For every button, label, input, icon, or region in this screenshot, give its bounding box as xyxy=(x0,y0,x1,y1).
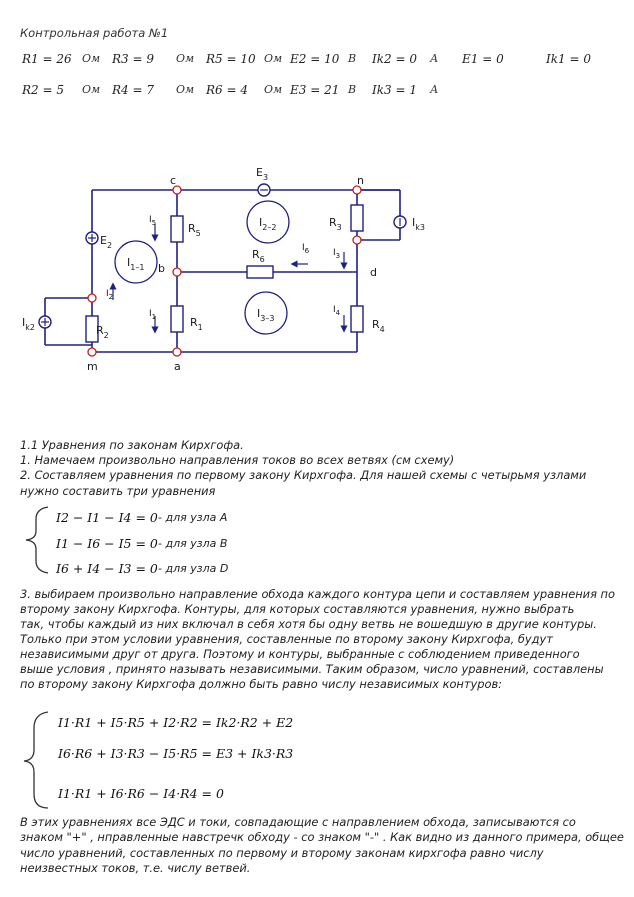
kcl-eq-3: I6 + I4 − I3 = 0 xyxy=(56,561,158,576)
resistor-r4 xyxy=(351,306,363,332)
label-r3-main: R xyxy=(329,216,337,229)
resistor-r5 xyxy=(171,216,183,242)
label-loop-2-sub: 2–2 xyxy=(262,223,277,232)
label-i1-sub: 1 xyxy=(151,313,157,321)
label-ik3 xyxy=(412,216,425,232)
kcl-note-3: - для узла D xyxy=(158,562,229,575)
node-m xyxy=(88,348,96,356)
label-e2 xyxy=(100,234,112,250)
label-i5-sub: 5 xyxy=(151,219,157,227)
label-ik2 xyxy=(22,316,35,332)
label-i3 xyxy=(333,248,340,260)
label-r1-main: R xyxy=(190,316,198,329)
param-r6-unit: Ом xyxy=(264,83,283,96)
param-e2-unit: В xyxy=(348,52,357,65)
label-loop-1-main: I xyxy=(127,256,131,269)
param-e2: E2 = 10 xyxy=(290,52,340,66)
kcl-note-2: - для узла B xyxy=(158,537,228,550)
param-ik1: Ik1 = 0 xyxy=(546,52,591,66)
label-e3-sub: 3 xyxy=(262,173,269,182)
text-p5: независимыми друг от друга. Поэтому и контуры, выбранные с соблюдением приведенного xyxy=(20,647,580,661)
param-r4: R4 = 7 xyxy=(112,83,154,97)
label-i2 xyxy=(106,289,113,301)
label-loop-3-main: I xyxy=(257,307,261,320)
label-ik2-sub: k2 xyxy=(25,323,35,332)
kvl-eq-2: I6·R6 + I3·R3 − I5·R5 = E3 + Ik3·R3 xyxy=(58,746,294,761)
label-node-c: c xyxy=(170,174,177,187)
label-e3-main: E xyxy=(256,166,263,179)
loop-3-circle xyxy=(245,292,287,334)
resistor-r6 xyxy=(247,266,273,278)
label-r2-main: R xyxy=(96,324,104,337)
param-ik3: Ik3 = 1 xyxy=(372,83,417,97)
param-r4-unit: Ом xyxy=(176,83,195,96)
kcl-brace xyxy=(22,505,52,575)
param-r2: R2 = 5 xyxy=(22,83,64,97)
label-r4-main: R xyxy=(372,318,380,331)
label-ik3-sub: k3 xyxy=(415,223,425,232)
label-r5-main: R xyxy=(188,222,196,235)
circuit-diagram xyxy=(0,160,634,380)
label-e2-sub: 2 xyxy=(106,241,113,250)
text-p4: Только при этом условии уравнения, составленные по второму закону Кирхгофа, будут xyxy=(20,632,553,646)
param-r1-unit: Ом xyxy=(82,52,101,65)
text-q2: знаком "+" , нправленные навстречк обходу - со знаком "-" . Как видно из данного примера, общее xyxy=(20,830,624,844)
label-r6-main: R xyxy=(252,248,260,261)
label-e2-main: E xyxy=(100,234,107,247)
label-loop-2 xyxy=(259,216,276,232)
label-r3-sub: 3 xyxy=(336,223,342,232)
label-loop-1 xyxy=(127,256,144,272)
kvl-brace xyxy=(22,710,52,810)
label-loop-3-sub: 3–3 xyxy=(260,314,275,323)
param-r1: R1 = 26 xyxy=(22,52,72,66)
node-b xyxy=(173,268,181,276)
text-p6: выше условия , принято называть независимыми. Таким образом, число уравнений, составлены xyxy=(20,662,604,676)
kvl-eq-3: I1·R1 + I6·R6 − I4·R4 = 0 xyxy=(58,786,224,801)
param-r3-unit: Ом xyxy=(176,52,195,65)
label-i6-main: I xyxy=(302,243,305,253)
param-ik3-unit: А xyxy=(430,83,439,96)
text-p3: так, чтобы каждый из них включал в себя хотя бы одну ветвь не вошедшую в другие контуры. xyxy=(20,617,597,631)
param-e1: E1 = 0 xyxy=(462,52,504,66)
label-loop-1-sub: 1–1 xyxy=(130,263,145,272)
label-r1-sub: 1 xyxy=(197,323,203,332)
kcl-note-1: - для узла A xyxy=(158,511,228,524)
label-i1-main: I xyxy=(149,309,152,319)
label-r3 xyxy=(329,216,342,232)
param-e3: E3 = 21 xyxy=(290,83,340,97)
text-step-1: 1. Намечаем произвольно направления токов во всех ветвях (см схему) xyxy=(20,453,455,467)
label-r4-sub: 4 xyxy=(379,325,385,334)
kcl-eq-2: I1 − I6 − I5 = 0 xyxy=(56,536,158,551)
label-i6-sub: 6 xyxy=(304,247,310,255)
loop-2-circle xyxy=(247,201,289,243)
label-node-b: b xyxy=(158,262,165,275)
label-i4-main: I xyxy=(333,305,336,315)
label-i3-main: I xyxy=(333,248,336,258)
resistor-r1 xyxy=(171,306,183,332)
label-ik2-main: I xyxy=(22,316,26,329)
label-r6 xyxy=(252,248,265,264)
resistor-r3 xyxy=(351,205,363,231)
label-i2-main: I xyxy=(106,289,109,299)
param-r3: R3 = 9 xyxy=(112,52,154,66)
param-ik2-unit: А xyxy=(430,52,439,65)
text-q1: В этих уравнениях все ЭДС и токи, совпадающие с направлением обхода, записываются со xyxy=(20,815,576,829)
label-i4 xyxy=(333,305,341,317)
param-e3-unit: В xyxy=(348,83,357,96)
label-i5 xyxy=(149,215,156,227)
label-loop-2-main: I xyxy=(259,216,263,229)
label-i2-sub: 2 xyxy=(108,293,114,301)
text-step-2b: нужно составить три уравнения xyxy=(20,484,216,498)
label-i3-sub: 3 xyxy=(335,252,341,260)
label-loop-3 xyxy=(257,307,274,323)
node-c xyxy=(173,186,181,194)
node-n xyxy=(353,186,361,194)
text-p7: по второму закону Кирхгофа должно быть равно числу независимых контуров: xyxy=(20,677,503,691)
param-r6: R6 = 4 xyxy=(206,83,248,97)
page-title: Контрольная работа №1 xyxy=(20,26,169,40)
text-heading-1-1: 1.1 Уравнения по законам Кирхгофа. xyxy=(20,438,244,452)
label-r6-sub: 6 xyxy=(259,255,265,264)
label-r2-sub: 2 xyxy=(103,331,109,340)
kcl-eq-1: I2 − I1 − I4 = 0 xyxy=(56,510,158,525)
node-a xyxy=(173,348,181,356)
label-r1 xyxy=(190,316,203,332)
text-step-2a: 2. Составляем уравнения по первому закону Кирхгофа. Для нашей схемы с четырьмя узлами xyxy=(20,468,587,482)
loop-1-circle xyxy=(115,241,157,283)
label-i5-main: I xyxy=(149,215,152,225)
param-r5: R5 = 10 xyxy=(206,52,256,66)
node-ik2-junction xyxy=(88,294,96,302)
label-ik3-main: I xyxy=(412,216,416,229)
text-p1: 3. выбираем произвольно направление обхода каждого контура цепи и составляем уравнения по xyxy=(20,587,615,601)
text-q3: число уравнений, составленных по первому и второму законам кирхгофа равно числу xyxy=(20,846,544,860)
label-node-a: a xyxy=(174,360,181,373)
label-i4-sub: 4 xyxy=(335,309,341,317)
label-i6 xyxy=(302,243,310,255)
kvl-eq-1: I1·R1 + I5·R5 + I2·R2 = Ik2·R2 + E2 xyxy=(58,715,294,730)
param-ik2: Ik2 = 0 xyxy=(372,52,417,66)
text-q4: неизвестных токов, т.е. числу ветвей. xyxy=(20,861,251,875)
label-r5-sub: 5 xyxy=(195,229,201,238)
label-e3 xyxy=(256,166,268,182)
label-r4 xyxy=(372,318,385,334)
node-ik3-junction xyxy=(353,236,361,244)
param-r5-unit: Ом xyxy=(264,52,283,65)
param-r2-unit: Ом xyxy=(82,83,101,96)
label-node-m: m xyxy=(87,360,98,373)
label-r5 xyxy=(188,222,201,238)
label-node-d: d xyxy=(370,266,377,279)
text-p2: второму закону Кирхгофа. Контуры, для которых составляются уравнения, нужно выбрать xyxy=(20,602,575,616)
label-i1 xyxy=(149,309,156,321)
label-node-n: n xyxy=(357,174,364,187)
